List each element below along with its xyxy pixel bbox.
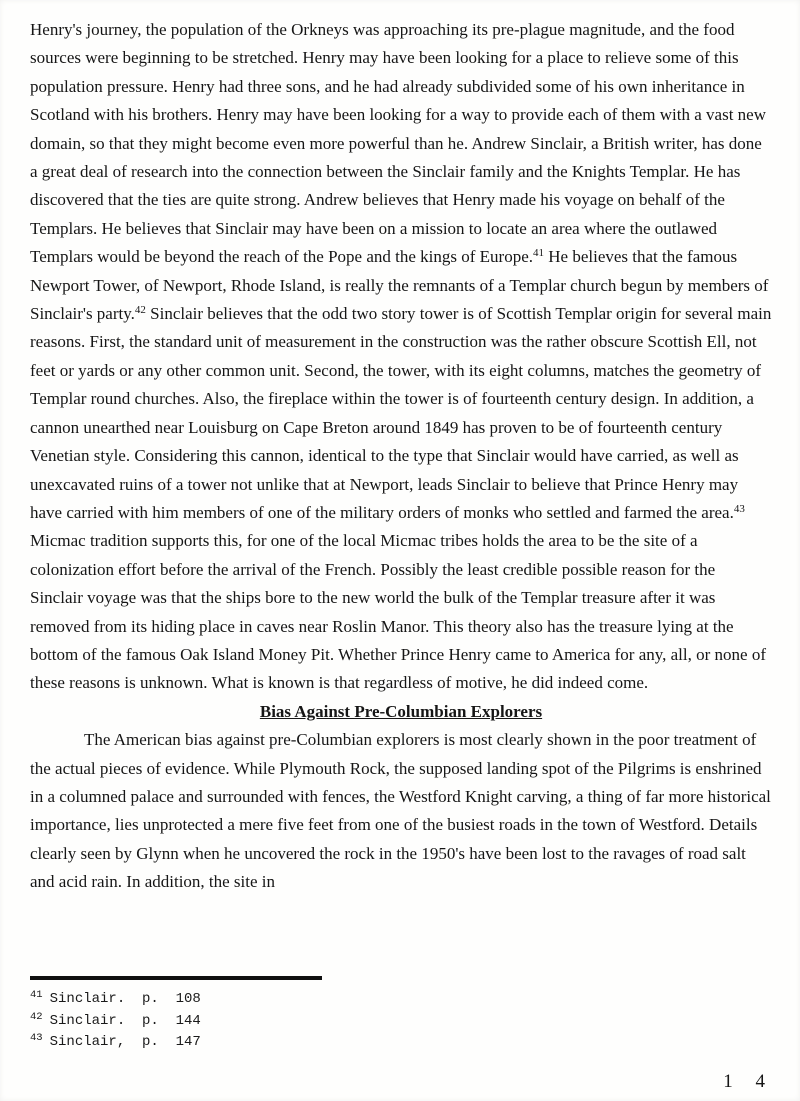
paragraph-1-text-1: Henry's journey, the population of the Orkneys was approaching its pre-plague magnitude, and the food sources were beginning to be stretched. Henry may have been looking for a place to relieve some of this population pressure. Henry had three sons, and he had already subdivided some of his own inheritance in Scotland with his brothers. Henry may have been looking for a way to provide each of them with a vast new domain, so that they might become even more powerful than he. Andrew Sinclair, a British writer, has done a great deal of research into the connection between the Sinclair family and the Knights Templar. He has discovered that the ties are quite strong. Andrew believes that Henry made his voyage on behalf of the Templars. He believes that Sinclair may have been on a mission to locate an area where the outlawed Templars would be beyond the reach of the Pope and the kings of Europe.: [30, 20, 766, 267]
footnote-42-number: 42: [30, 1010, 43, 1023]
footnote-42: [30, 1011, 772, 1033]
paragraph-1-text-2: He believes that the famous Newport Tower, of Newport, Rhode Island, is really the remnants of a Templar church begun by members of Sinclair's party.: [30, 247, 769, 324]
body-paragraph-1: [30, 16, 772, 698]
footnote-42-text: Sinclair. p. 144: [49, 1012, 201, 1029]
page-number: 1 4: [723, 1071, 774, 1092]
footnote-ref-41: 41: [533, 247, 545, 260]
footnote-ref-42: 42: [134, 304, 146, 317]
body-paragraph-2: The American bias against pre-Columbian explorers is most clearly shown in the poor treatment of the actual pieces of evidence. While Plymouth Rock, the supposed landing spot of the Pilgrims is enshrined in a columned palace and surrounded with fences, the Westford Knight carving, a thing of far more historical importance, lies unprotected a mere five feet from one of the busiest roads in the town of Westford. Details clearly seen by Glynn when he uncovered the rock in the 1950's have been lost to the ravages of road salt and acid rain. In addition, the site in: [30, 730, 771, 892]
footnote-41-number: 41: [30, 989, 43, 1001]
footnote-ref-43: 43: [733, 502, 745, 515]
body-text: [30, 16, 772, 897]
footnote-41: [30, 989, 772, 1011]
paragraph-1-text-4: Micmac tradition supports this, for one of the local Micmac tribes holds the area to be the site of a colonization effort before the arrival of the French. Possibly the least credible possible reason for the Sinclair voyage was that the ships bore to the new world the bulk of the Templar treasure after it was removed from its hiding place in caves near Roslin Manor. This theory also has the treasure lying at the bottom of the famous Oak Island Money Pit. Whether Prince Henry came to America for any, all, or none of these reasons is unknown. What is known is that regardless of motive, he did indeed come.: [30, 531, 766, 693]
footnote-43: [30, 1032, 772, 1054]
section-heading: Bias Against Pre-Columbian Explorers: [259, 701, 543, 721]
footnotes-section: [30, 976, 772, 1054]
footnote-separator: [30, 976, 322, 980]
paragraph-1-text-3: Sinclair believes that the odd two story tower is of Scottish Templar origin for several main reasons. First, the standard unit of measurement in the construction was the rather obscure Scottish Ell, not feet or yards or any other common unit. Second, the tower, with its eight columns, matches the geometry of Templar round churches. Also, the fireplace within the tower is of fourteenth century design. In addition, a cannon unearthed near Louisburg on Cape Breton around 1849 has proven to be of fourteenth century Venetian style. Considering this cannon, identical to the type that Sinclair would have carried, as well as unexcavated ruins of a tower not unlike that at Newport, leads Sinclair to believe that Prince Henry may have carried with him members of one of the military orders of monks who settled and farmed the area.: [30, 304, 772, 522]
footnote-43-number: 43: [30, 1032, 43, 1044]
footnote-43-text: Sinclair, p. 147: [49, 1034, 201, 1050]
footnote-41-text: Sinclair. p. 108: [49, 991, 201, 1007]
